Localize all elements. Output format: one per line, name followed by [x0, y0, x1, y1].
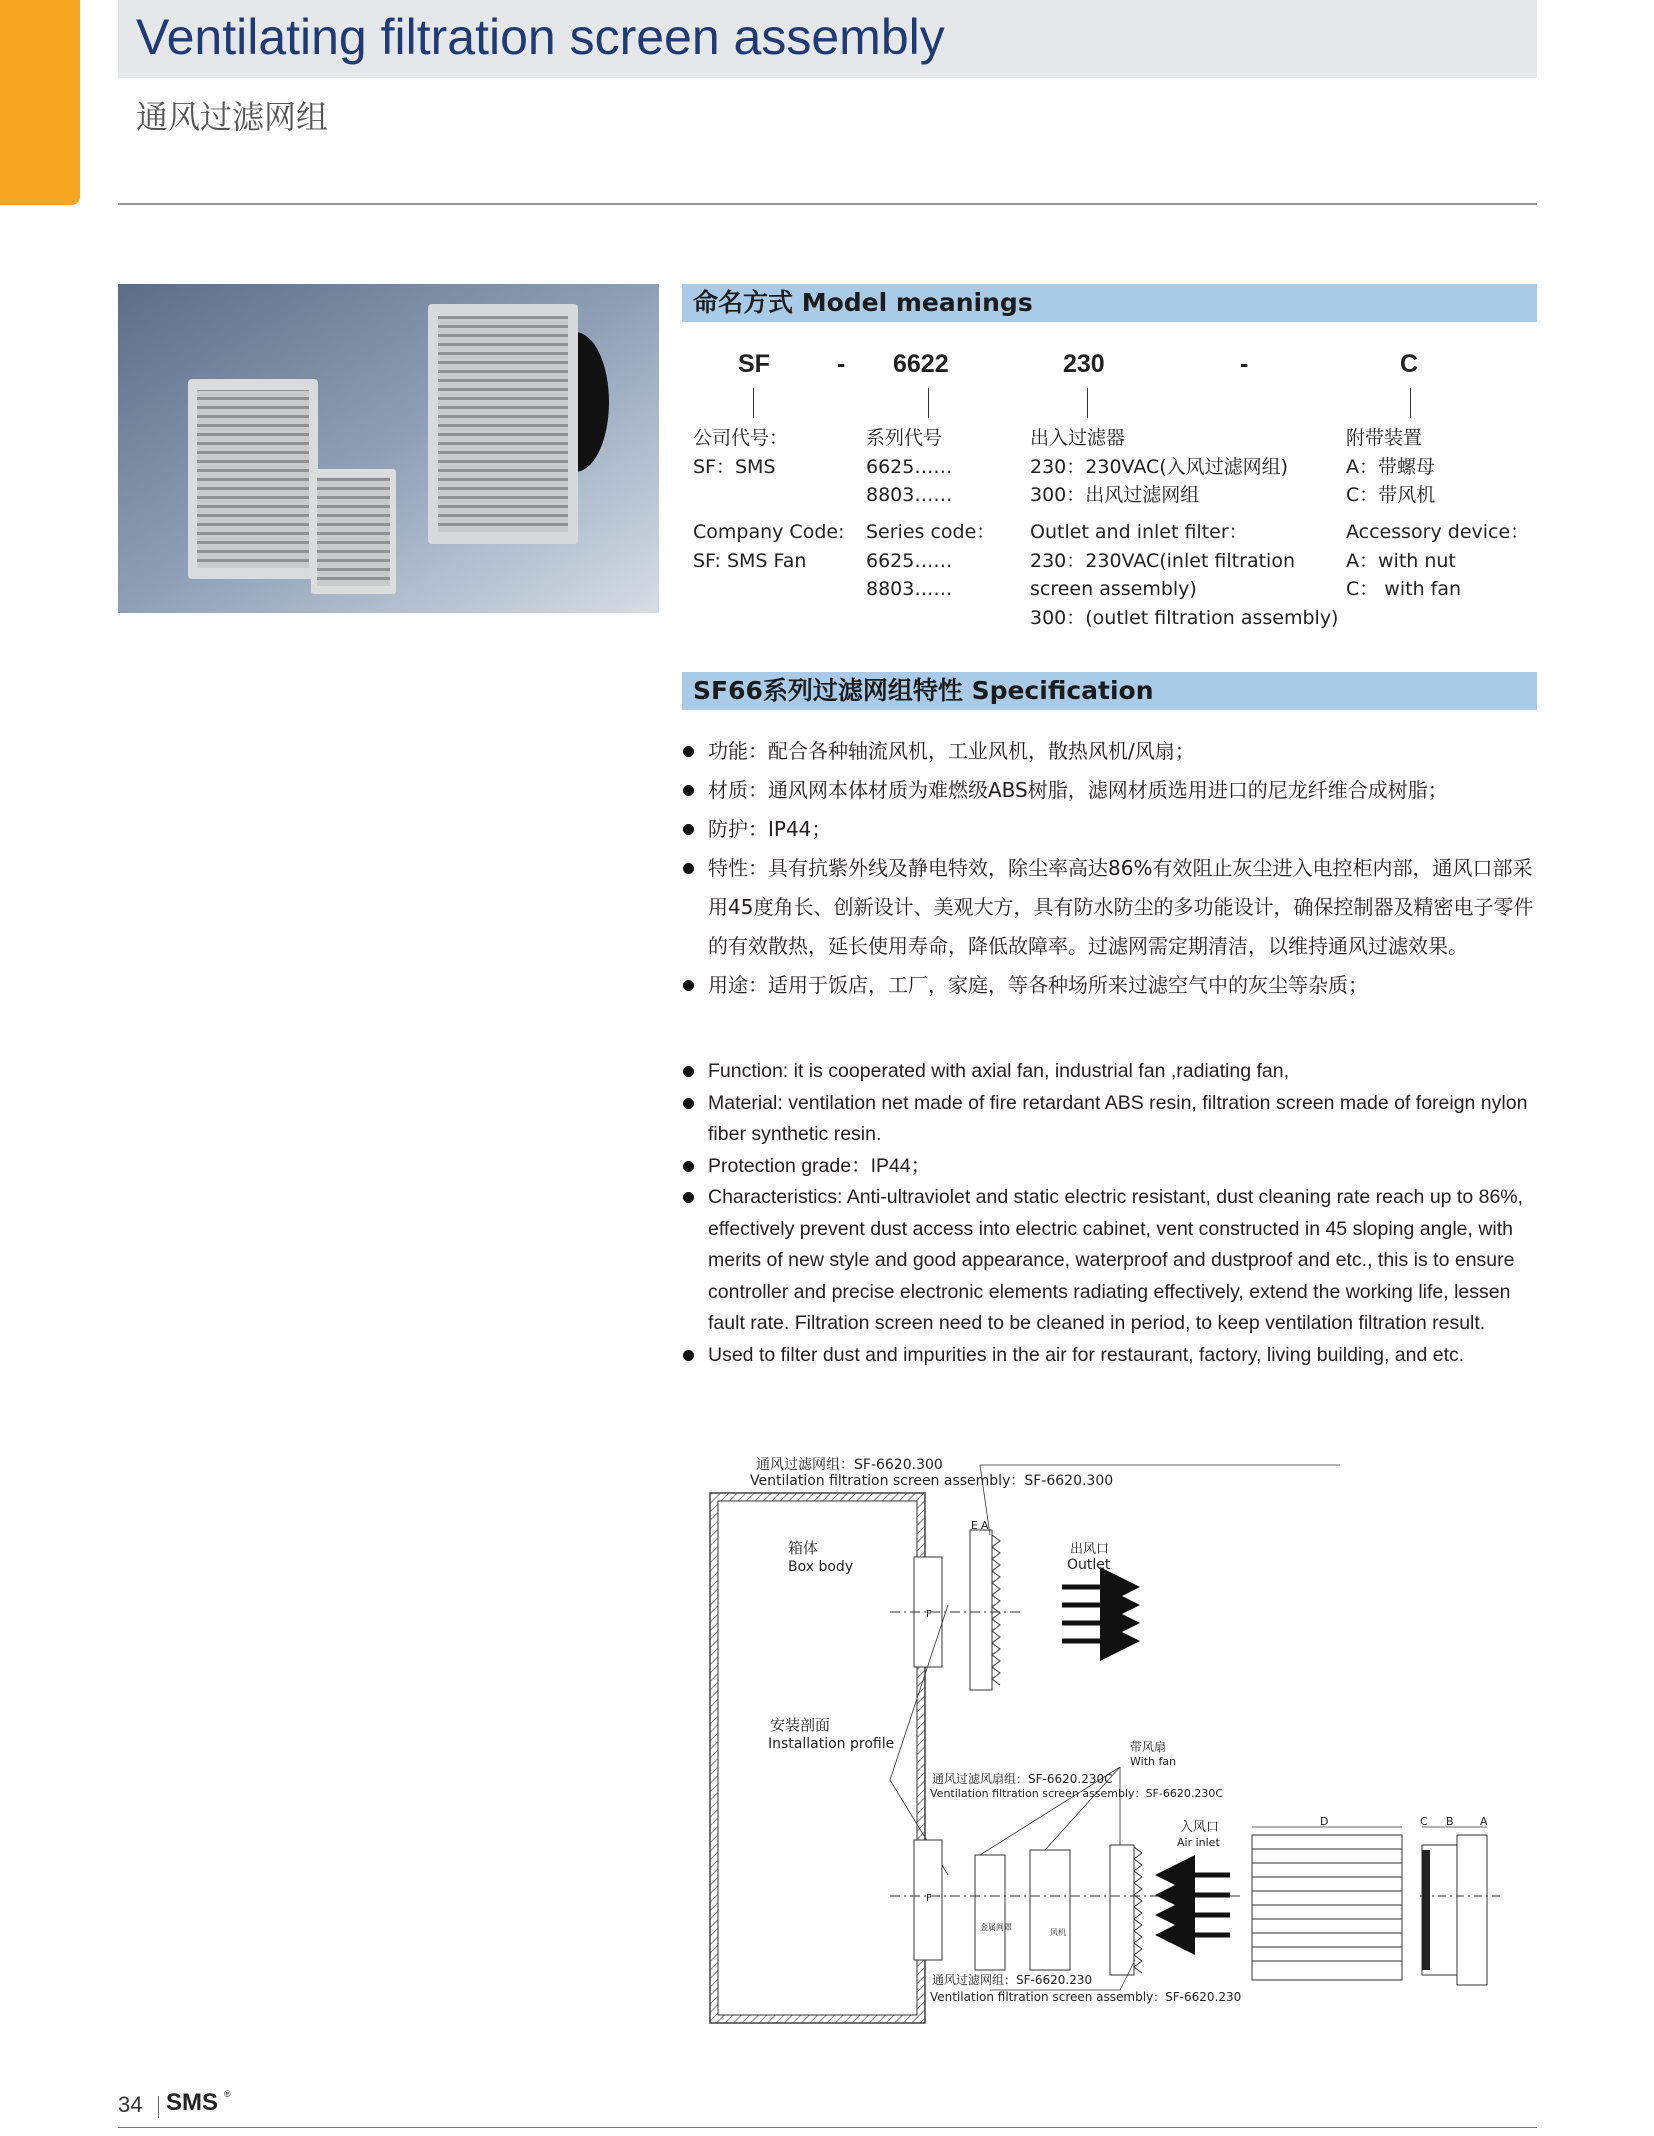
- code-accessory: C: [1400, 350, 1419, 378]
- fan-assembly-cn: 通风过滤风扇组：SF-6620.230C: [932, 1772, 1113, 1786]
- code-sf: SF: [738, 350, 770, 378]
- installation-diagram: [690, 1455, 1550, 2025]
- spec-item-cn: 材质：通风网本体材质为难燃级ABS树脂，滤网材质选用进口的尼龙纤维合成树脂；: [680, 771, 1550, 810]
- filter-code-cn: 出入过滤器 230：230VAC(入风过滤网组) 300：出风过滤网组: [1030, 427, 1289, 506]
- spec-item-en: Protection grade：IP44；: [680, 1151, 1550, 1183]
- company-code-en: Company Code: SF: SMS Fan: [693, 521, 845, 572]
- product-photo: [118, 284, 659, 613]
- footer-separator: [158, 2096, 159, 2118]
- spec-item-cn: 防护：IP44；: [680, 810, 1550, 849]
- page-title: Ventilating filtration screen assembly: [136, 9, 945, 65]
- code-connector-2: [928, 388, 929, 418]
- dim-c: C: [1420, 1815, 1428, 1828]
- box-body-cn: 箱体: [788, 1539, 819, 1557]
- accessory-code-en: Accessory device： A：with nut C： with fan: [1346, 521, 1530, 600]
- dim-b: B: [1446, 1815, 1454, 1828]
- spec-item-en: Characteristics: Anti-ultraviolet and static electric resistant, dust cleaning rate reach up to 86%, effectively prevent dust access into electric cabinet, vent constructed in 45 sloping angle, with merits of new style and good appearance, waterproof and dustproof and etc., this is to ensure controller and precise electronic elements radiating effectively, extend the working life, lessen fault rate. Filtration screen need to be cleaned in period, to keep ventilation filtration result.: [680, 1182, 1550, 1340]
- spec-item-cn: 功能：配合各种轴流风机，工业风机，散热风机/风扇；: [680, 732, 1550, 771]
- install-profile-en: Installation profile: [768, 1736, 895, 1752]
- dim-a: A: [1480, 1815, 1488, 1828]
- outlet-en: Outlet: [1067, 1557, 1111, 1573]
- dim-f-inlet: F: [926, 1893, 932, 1904]
- air-inlet-cn: 入风口: [1180, 1820, 1220, 1835]
- registered-mark: ®: [224, 2089, 231, 2099]
- dim-f-outlet: F: [926, 1609, 932, 1620]
- outlet-cn: 出风口: [1070, 1542, 1110, 1557]
- dim-e: E: [971, 1519, 978, 1532]
- code-filter: 230: [1063, 350, 1105, 378]
- inlet-assembly-cn: 通风过滤网组：SF-6620.230: [932, 1973, 1093, 1987]
- company-code-cn: 公司代号： SF：SMS: [693, 427, 789, 478]
- dim-a-outlet: A: [981, 1519, 989, 1532]
- spec-item-en: Material: ventilation net made of fire retardant ABS resin, filtration screen made of foreign nylon fiber synthetic resin.: [680, 1088, 1550, 1151]
- with-fan-cn: 带风扇: [1130, 1740, 1167, 1754]
- spec-item-cn: 用途：适用于饭店，工厂，家庭，等各种场所来过滤空气中的灰尘等杂质；: [680, 966, 1550, 1005]
- spec-item-en: Function: it is cooperated with axial fan, industrial fan ,radiating fan,: [680, 1056, 1550, 1088]
- page-subtitle: 通风过滤网组: [136, 98, 329, 136]
- series-code-cn: 系列代号 6625…… 8803……: [866, 427, 953, 506]
- specification-heading: SF66系列过滤网组特性 Specification: [693, 676, 1154, 705]
- page-number: 34: [118, 2092, 143, 2117]
- box-body-en: Box body: [788, 1559, 854, 1575]
- spec-item-en: Used to filter dust and impurities in the air for restaurant, factory, living building, and etc.: [680, 1340, 1550, 1372]
- outlet-assembly-cn: 通风过滤网组：SF-6620.300: [756, 1457, 943, 1473]
- outlet-assembly-en: Ventilation filtration screen assembly：SF-6620.300: [750, 1473, 1114, 1489]
- code-connector-3: [1087, 388, 1088, 418]
- code-connector-1: [753, 388, 754, 418]
- code-connector-4: [1410, 388, 1411, 418]
- bottom-divider: [118, 2127, 1537, 2128]
- metal-mesh-label: 金属网罩: [980, 1923, 1012, 1932]
- with-fan-en: With fan: [1130, 1755, 1177, 1768]
- model-meanings-heading: 命名方式 Model meanings: [693, 288, 1033, 317]
- spec-list-en: [680, 1056, 1550, 1371]
- orange-page-tab: [0, 0, 80, 205]
- code-series: 6622: [893, 350, 949, 378]
- filter-code-en: Outlet and inlet filter： 230：230VAC(inlet filtration screen assembly) 300：(outlet filtration assembly): [1030, 521, 1339, 629]
- top-divider: [118, 203, 1537, 205]
- fan-assembly-en: Ventilation filtration screen assembly：SF-6620.230C: [930, 1787, 1224, 1800]
- dim-d: D: [1320, 1815, 1329, 1828]
- fan-label: 风机: [1050, 1928, 1066, 1937]
- spec-list-cn: [680, 732, 1550, 1005]
- install-profile-cn: 安装剖面: [770, 1716, 831, 1734]
- series-code-en: Series code： 6625…… 8803……: [866, 521, 996, 600]
- brand-logo: SMS: [166, 2089, 219, 2116]
- inlet-assembly-en: Ventilation filtration screen assembly：SF-6620.230: [930, 1990, 1242, 2004]
- code-dash-1: -: [837, 350, 846, 378]
- air-inlet-en: Air inlet: [1177, 1836, 1220, 1849]
- spec-item-cn: 特性：具有抗紫外线及静电特效，除尘率高达86%有效阻止灰尘进入电控柜内部，通风口部采用45度角长、创新设计、美观大方，具有防水防尘的多功能设计，确保控制器及精密电子零件的有效散热，延长使用寿命，降低故障率。过滤网需定期清洁，以维持通风过滤效果。: [680, 849, 1550, 966]
- accessory-code-cn: 附带装置 A：带螺母 C：带风机: [1346, 427, 1436, 506]
- code-dash-2: -: [1240, 350, 1249, 378]
